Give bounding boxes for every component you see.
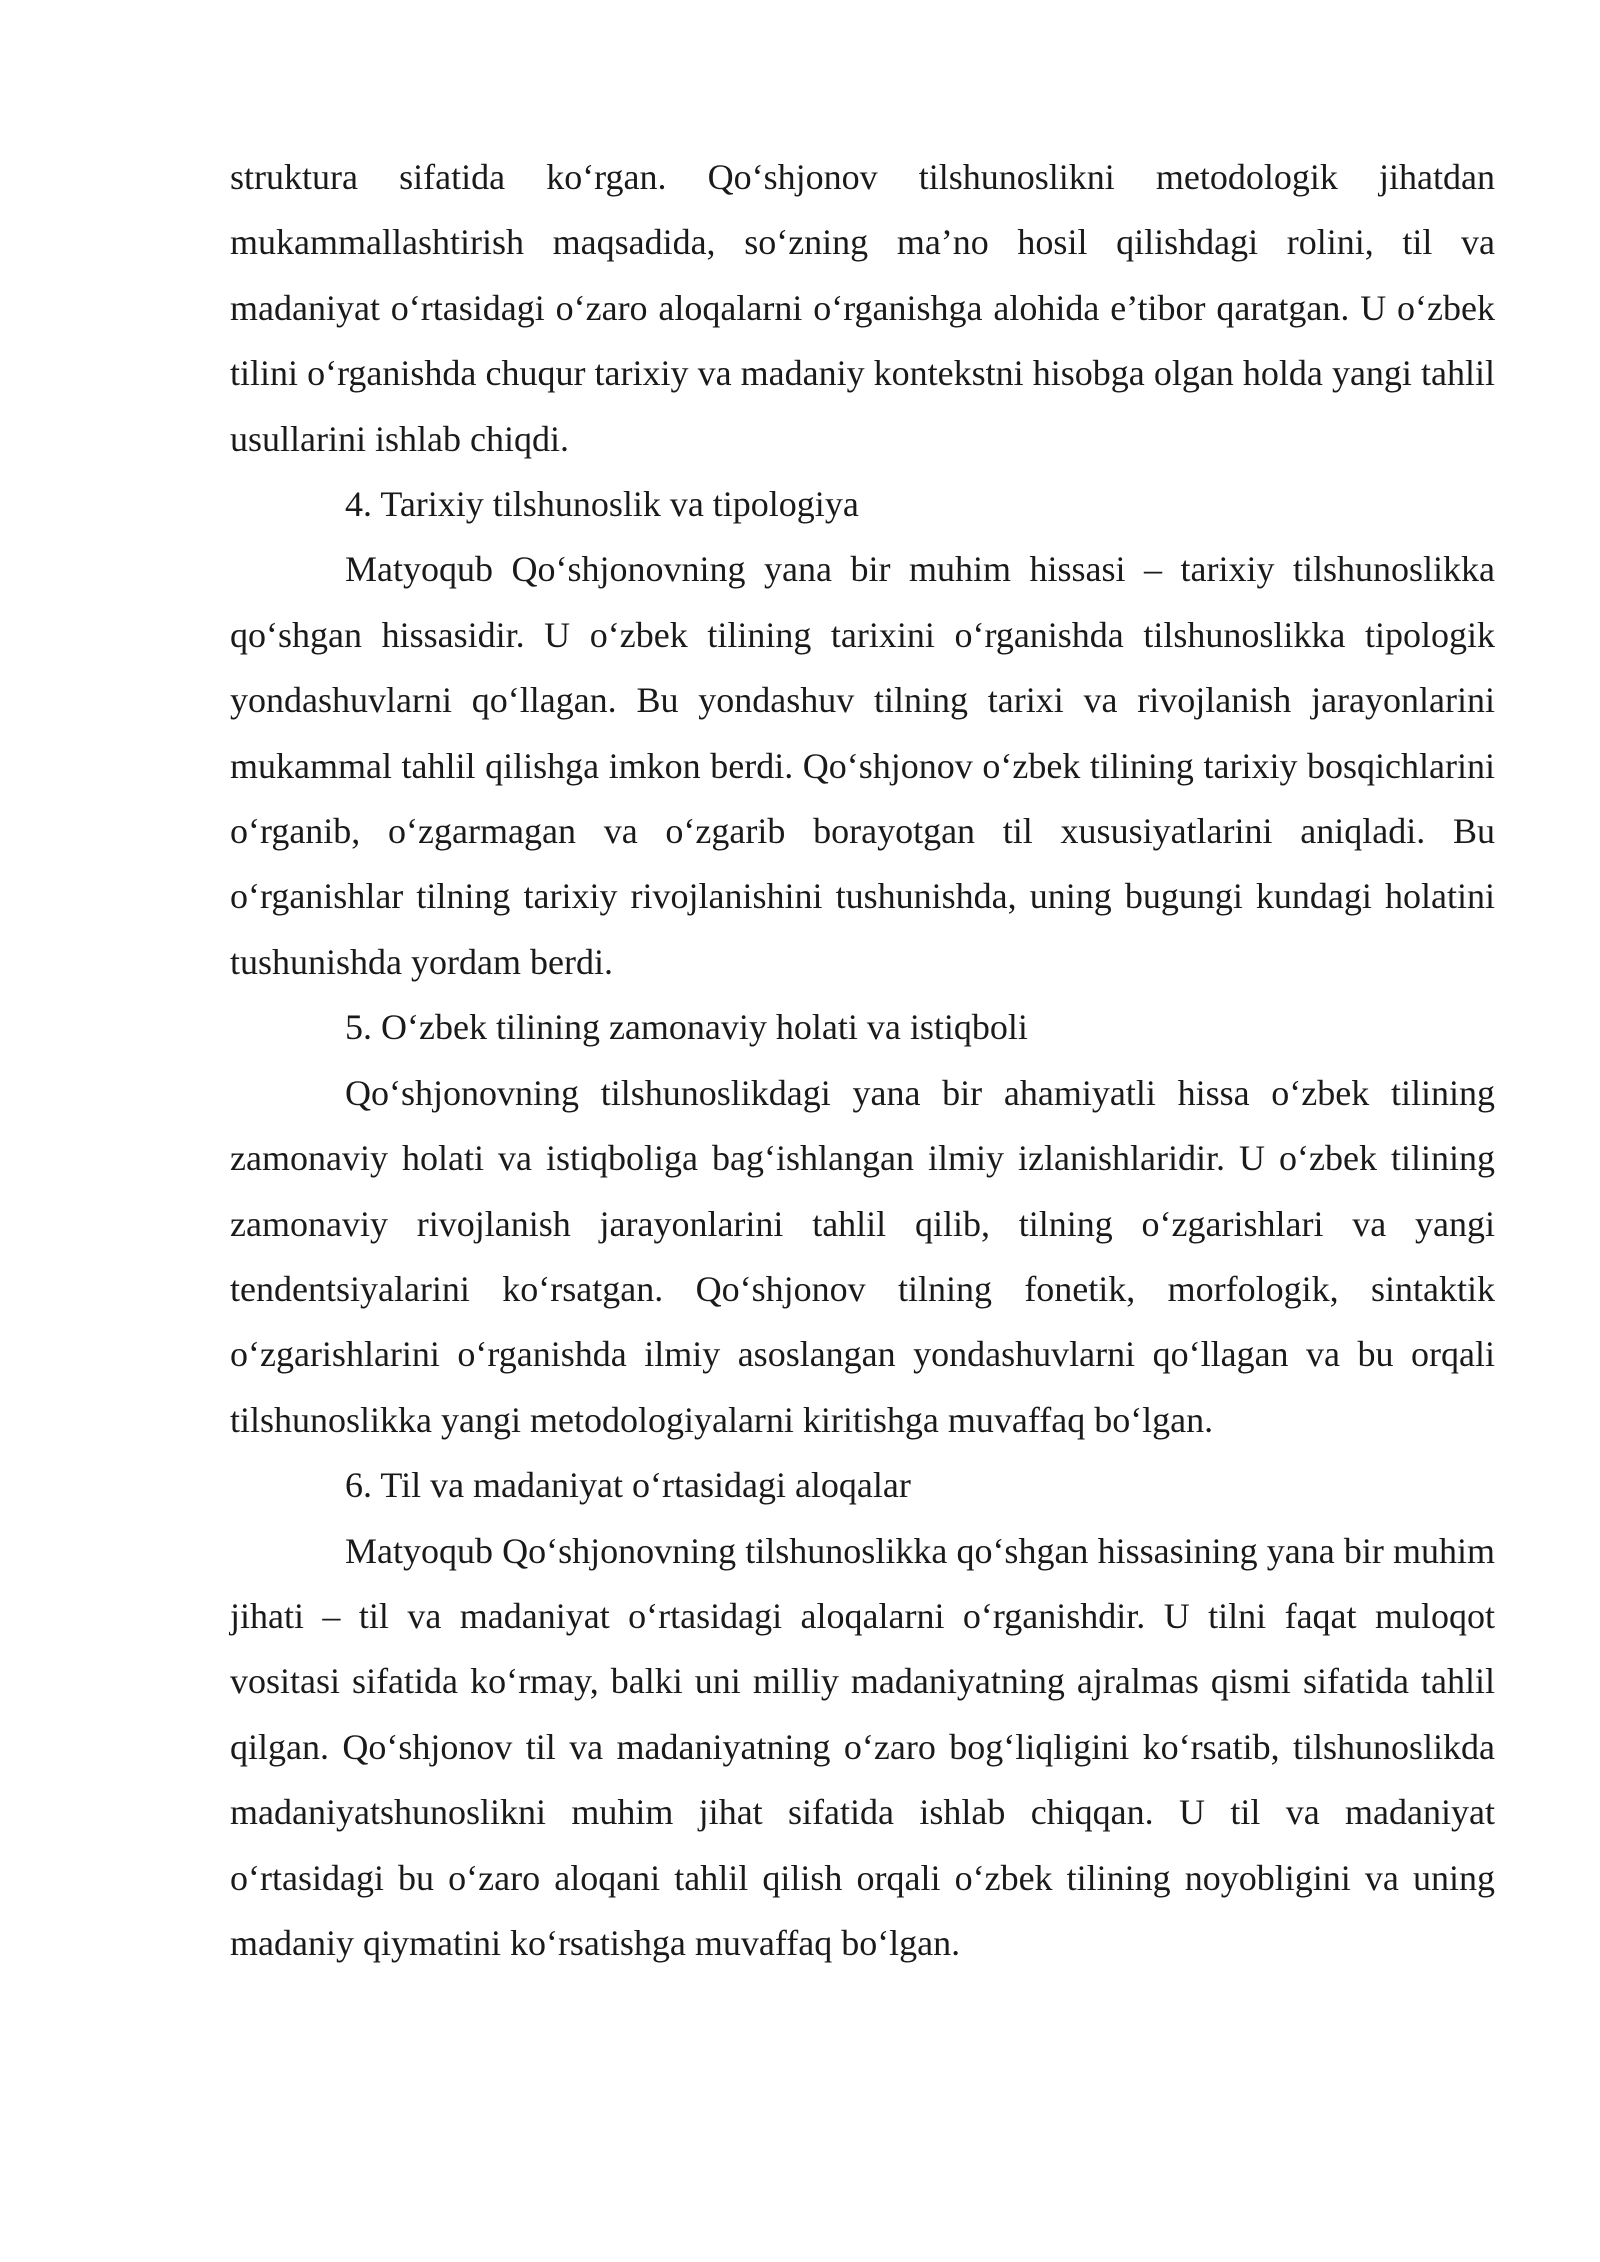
section-heading-4: 4. Tarixiy tilshunoslik va tipologiya bbox=[345, 484, 859, 525]
paragraph-historical-linguistics: Matyoqub Qoʻshjonovning yana bir muhim hissasi – tarixiy tilshunoslikka qoʻshgan hissasidir. U oʻzbek tilining tarixini oʻrganishda tilshunoslikka tipologik yondashuvlarni qoʻllagan. Bu yondashuv tilning tarixi va rivojlanish jarayonlarini mukammal tahlil qilishga imkon berdi. Qoʻshjonov oʻzbek tilining tarixiy bosqichlarini oʻrganib, oʻzgarmagan va oʻzgarib borayotgan til xususiyatlarini aniqladi. Bu oʻrganishlar tilning tarixiy rivojlanishini tushunishda, uning bugungi kundagi holatini tushunishda yordam berdi. bbox=[230, 549, 1495, 982]
paragraph-continuation: struktura sifatida koʻrgan. Qoʻshjonov tilshunoslikni metodologik jihatdan mukammallashtirish maqsadida, soʻzning ma’no hosil qilishdagi rolini, til va madaniyat oʻrtasidagi oʻzaro aloqalarni oʻrganishga alohida e’tibor qaratgan. U oʻzbek tilini oʻrganishda chuqur tarixiy va madaniy kontekstni hisobga olgan holda yangi tahlil usullarini ishlab chiqdi. bbox=[230, 157, 1495, 459]
section-heading-6: 6. Til va madaniyat oʻrtasidagi aloqalar bbox=[345, 1465, 911, 1506]
paragraph-language-culture: Matyoqub Qoʻshjonovning tilshunoslikka qoʻshgan hissasining yana bir muhim jihati – til va madaniyat oʻrtasidagi aloqalarni oʻrganishdir. U tilni faqat muloqot vositasi sifatida koʻrmay, balki uni milliy madaniyatning ajralmas qismi sifatida tahlil qilgan. Qoʻshjonov til va madaniyatning oʻzaro bogʻliqligini koʻrsatib, tilshunoslikda madaniyatshunoslikni muhim jihat sifatida ishlab chiqqan. U til va madaniyat oʻrtasidagi bu oʻzaro aloqani tahlil qilish orqali oʻzbek tilining noyobligini va uning madaniy qiymatini koʻrsatishga muvaffaq boʻlgan. bbox=[230, 1530, 1495, 1963]
paragraph-modern-state: Qoʻshjonovning tilshunoslikdagi yana bir ahamiyatli hissa oʻzbek tilining zamonaviy holati va istiqboliga bagʻishlangan ilmiy izlanishlaridir. U oʻzbek tilining zamonaviy rivojlanish jarayonlarini tahlil qilib, tilning oʻzgarishlari va yangi tendentsiyalarini koʻrsatgan. Qoʻshjonov tilning fonetik, morfologik, sintaktik oʻzgarishlarini oʻrganishda ilmiy asoslangan yondashuvlarni qoʻllagan va bu orqali tilshunoslikka yangi metodologiyalarni kiritishga muvaffaq boʻlgan. bbox=[230, 1072, 1495, 1440]
document-page bbox=[230, 145, 1495, 1976]
section-heading-5: 5. Oʻzbek tilining zamonaviy holati va istiqboli bbox=[345, 1007, 1028, 1048]
